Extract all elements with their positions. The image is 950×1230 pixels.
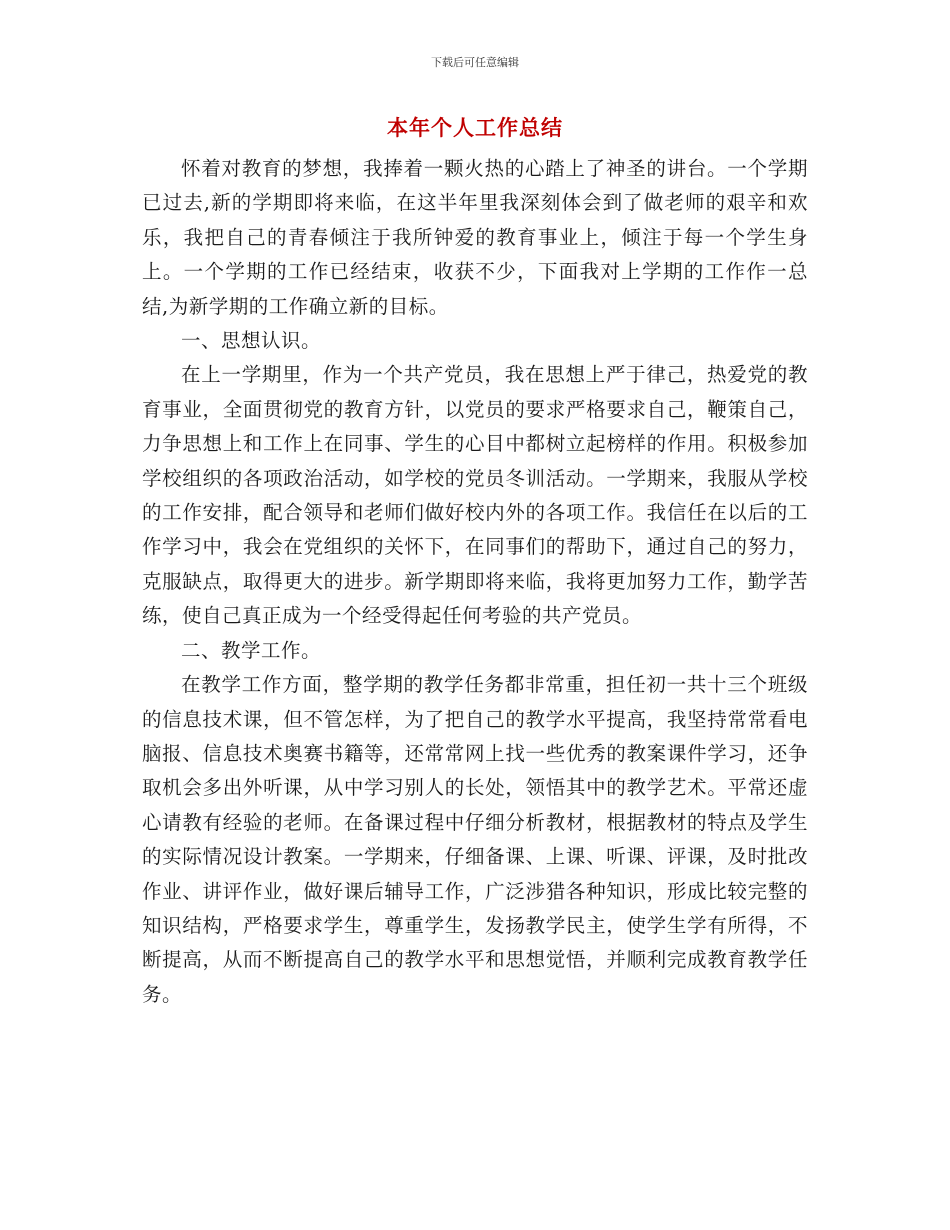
intro-paragraph: 怀着对教育的梦想，我捧着一颗火热的心踏上了神圣的讲台。一个学期已过去,新的学期即将来临，在这半年里我深刻体会到了做老师的艰辛和欢乐，我把自己的青春倾注于我所钟爱的教育事业上，倾注于每一个学生身上。一个学期的工作已经结束，收获不少，下面我对上学期的工作作一总结,为新学期的工作确立新的目标。 (142, 157, 808, 318)
thought-paragraph: 在上一学期里，作为一个共产党员，我在思想上严于律己，热爱党的教育事业，全面贯彻党的教育方针，以党员的要求严格要求自己，鞭策自己，力争思想上和工作上在同事、学生的心目中都树立起榜样的作用。积极参加学校组织的各项政治活动，如学校的党员冬训活动。一学期来，我服从学校的工作安排，配合领导和老师们做好校内外的各项工作。我信任在以后的工作学习中，我会在党组织的关怀下，在同事们的帮助下，通过自己的努力，克服缺点，取得更大的进步。新学期即将来临，我将更加努力工作，勤学苦练，使自己真正成为一个经受得起任何考验的共产党员。 (142, 363, 808, 628)
teaching-paragraph: 在教学工作方面，整学期的教学任务都非常重，担任初一共十三个班级的信息技术课，但不管怎样，为了把自己的教学水平提高，我坚持常常看电脑报、信息技术奥赛书籍等，还常常网上找一些优秀的教案课件学习，还争取机会多出外听课，从中学习别人的长处，领悟其中的教学艺术。平常还虚心请教有经验的老师。在备课过程中仔细分析教材，根据教材的特点及学生的实际情况设计教案。一学期来，仔细备课、上课、听课、评课，及时批改作业、讲评作业，做好课后辅导工作，广泛涉猎各种知识，形成比较完整的知识结构，严格要求学生，尊重学生，发扬教学民主，使学生学有所得，不断提高，从而不断提高自己的教学水平和思想觉悟，并顺利完成教育教学任务。 (142, 673, 808, 1006)
section-heading-thought: 一、思想认识。 (181, 329, 322, 353)
section-heading-teaching: 二、教学工作。 (181, 638, 322, 662)
document-body (142, 152, 808, 1012)
document-title: 本年个人工作总结 (387, 116, 563, 140)
page-header-note: 下载后可任意编辑 (431, 56, 519, 69)
